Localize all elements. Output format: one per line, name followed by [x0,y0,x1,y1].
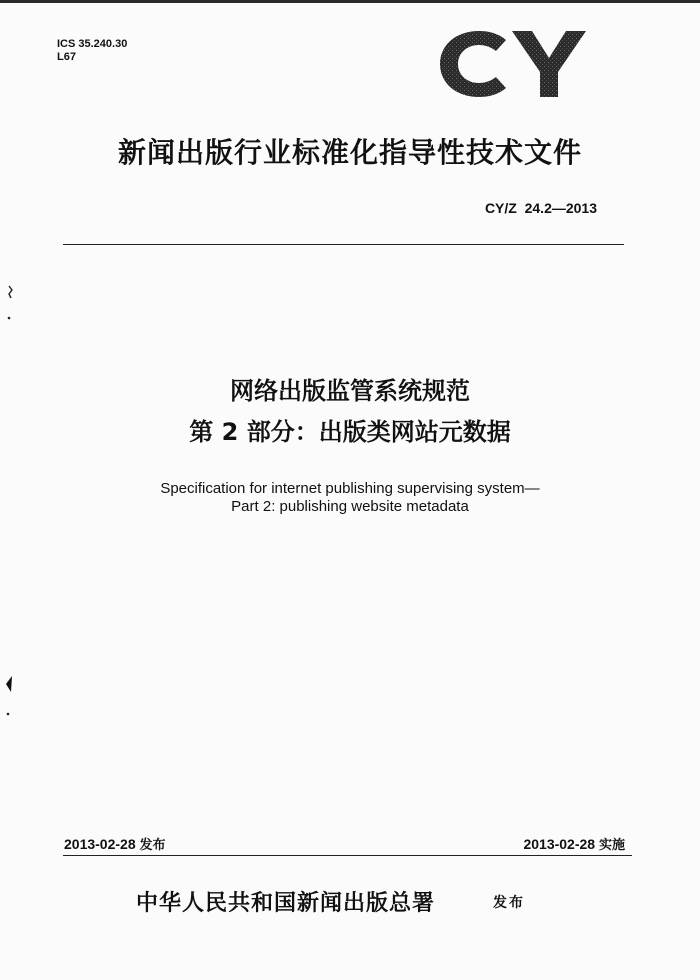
issue-label: 发布 [493,895,525,911]
top-border-line [0,0,700,3]
header-divider [63,244,624,245]
ccs-code: L67 [57,51,76,63]
issuing-authority: 中华人民共和国新闻出版总署 [136,890,436,916]
title-en-line1: Specification for internet publishing supervising system— [160,480,540,497]
classification-codes [57,38,127,64]
release-date [64,834,166,853]
ics-code: ICS 35.240.30 [57,38,128,50]
title-cn-line2: 第 2 部分：出版类网站元数据 [189,418,511,446]
release-date-value: 2013-02-28 [64,836,136,852]
implement-date-value: 2013-02-28 [523,836,596,852]
logo-letter-y [512,31,586,97]
logo-letter-c [440,31,506,97]
title-en-line2: Part 2: publishing website metadata [231,498,469,515]
scan-mark-lower [2,672,16,722]
implement-date [523,834,625,853]
title-cn-line1: 网络出版监管系统规范 [230,377,470,405]
footer-divider [63,855,632,856]
release-label: 发布 [139,838,166,853]
scan-mark-upper [3,284,17,324]
document-type-heading: 新闻出版行业标准化指导性技术文件 [117,136,582,169]
standard-code: CY/Z 24.2—2013 [484,200,597,216]
cy-logo [436,30,591,98]
implement-label: 实施 [598,838,625,853]
